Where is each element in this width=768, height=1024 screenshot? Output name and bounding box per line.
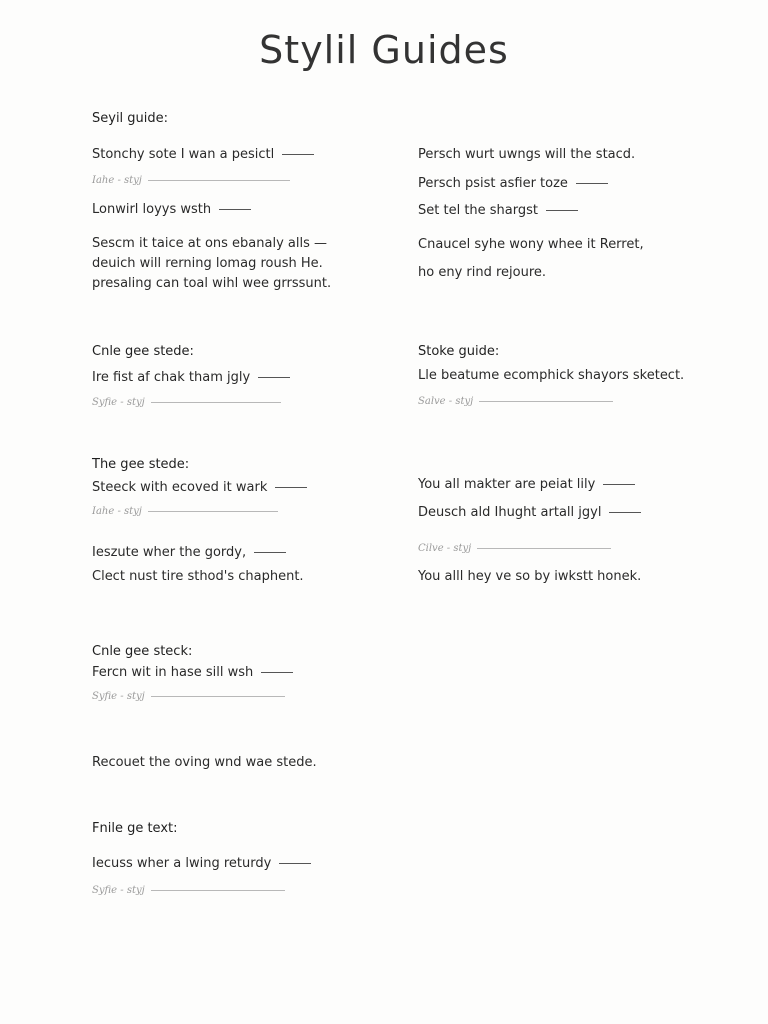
guide-line: You alll hey ve so by iwkstt honek.	[418, 569, 642, 584]
section-heading: The gee stede:	[92, 457, 190, 472]
guide-paragraph: Sescm it taice at ons ebanaly alls — deuich will rerning lomag roush He. presaling can toal wihl wee grrssunt.	[92, 236, 332, 291]
faint-label: Salve - styj	[418, 396, 613, 407]
section-heading: Cnle gee steck:	[92, 644, 193, 659]
guide-line: Clect nust tire sthod's chaphent.	[92, 569, 304, 584]
guide-line: Deusch ald Ihught artall jgyl	[418, 505, 641, 520]
guide-line: Recouet the oving wnd wae stede.	[92, 755, 317, 770]
guide-line: Persch psist asfier toze	[418, 176, 608, 191]
section-heading: Cnle gee stede:	[92, 344, 194, 359]
guide-line: Lonwirl loyys wsth	[92, 202, 251, 217]
section-heading: Seyil guide:	[92, 111, 169, 126]
guide-line: Ire fist af chak tham jgly	[92, 370, 290, 385]
page-title: Stylil Guides	[259, 28, 509, 72]
faint-label: Iahe - styj	[92, 506, 278, 517]
guide-line: Cnaucel syhe wony whee it Rerret,	[418, 237, 644, 252]
faint-label: Syfie - styj	[92, 691, 285, 702]
faint-label: Cilve - styj	[418, 543, 611, 554]
guide-line: Persch wurt uwngs will the stacd.	[418, 147, 636, 162]
guide-line: Fercn wit in hase sill wsh	[92, 665, 293, 680]
guide-line: Set tel the shargst	[418, 203, 578, 218]
guide-line: Stonchy sote I wan a pesictl	[92, 147, 314, 162]
faint-label: Syfie - styj	[92, 885, 285, 896]
guide-line: ho eny rind rejoure.	[418, 265, 547, 280]
guide-line: Iecuss wher a lwing returdy	[92, 856, 311, 871]
faint-label: Syfie - styj	[92, 397, 281, 408]
section-heading: Stoke guide:	[418, 344, 500, 359]
guide-line: You all makter are peiat lily	[418, 477, 635, 492]
faint-label: Iahe - styj	[92, 175, 290, 186]
guide-line: Lle beatume ecomphick shayors sketect.	[418, 368, 685, 383]
guide-line: Steeck with ecoved it wark	[92, 480, 307, 495]
guide-line: Ieszute wher the gordy,	[92, 545, 286, 560]
section-heading: Fnile ge text:	[92, 821, 178, 836]
